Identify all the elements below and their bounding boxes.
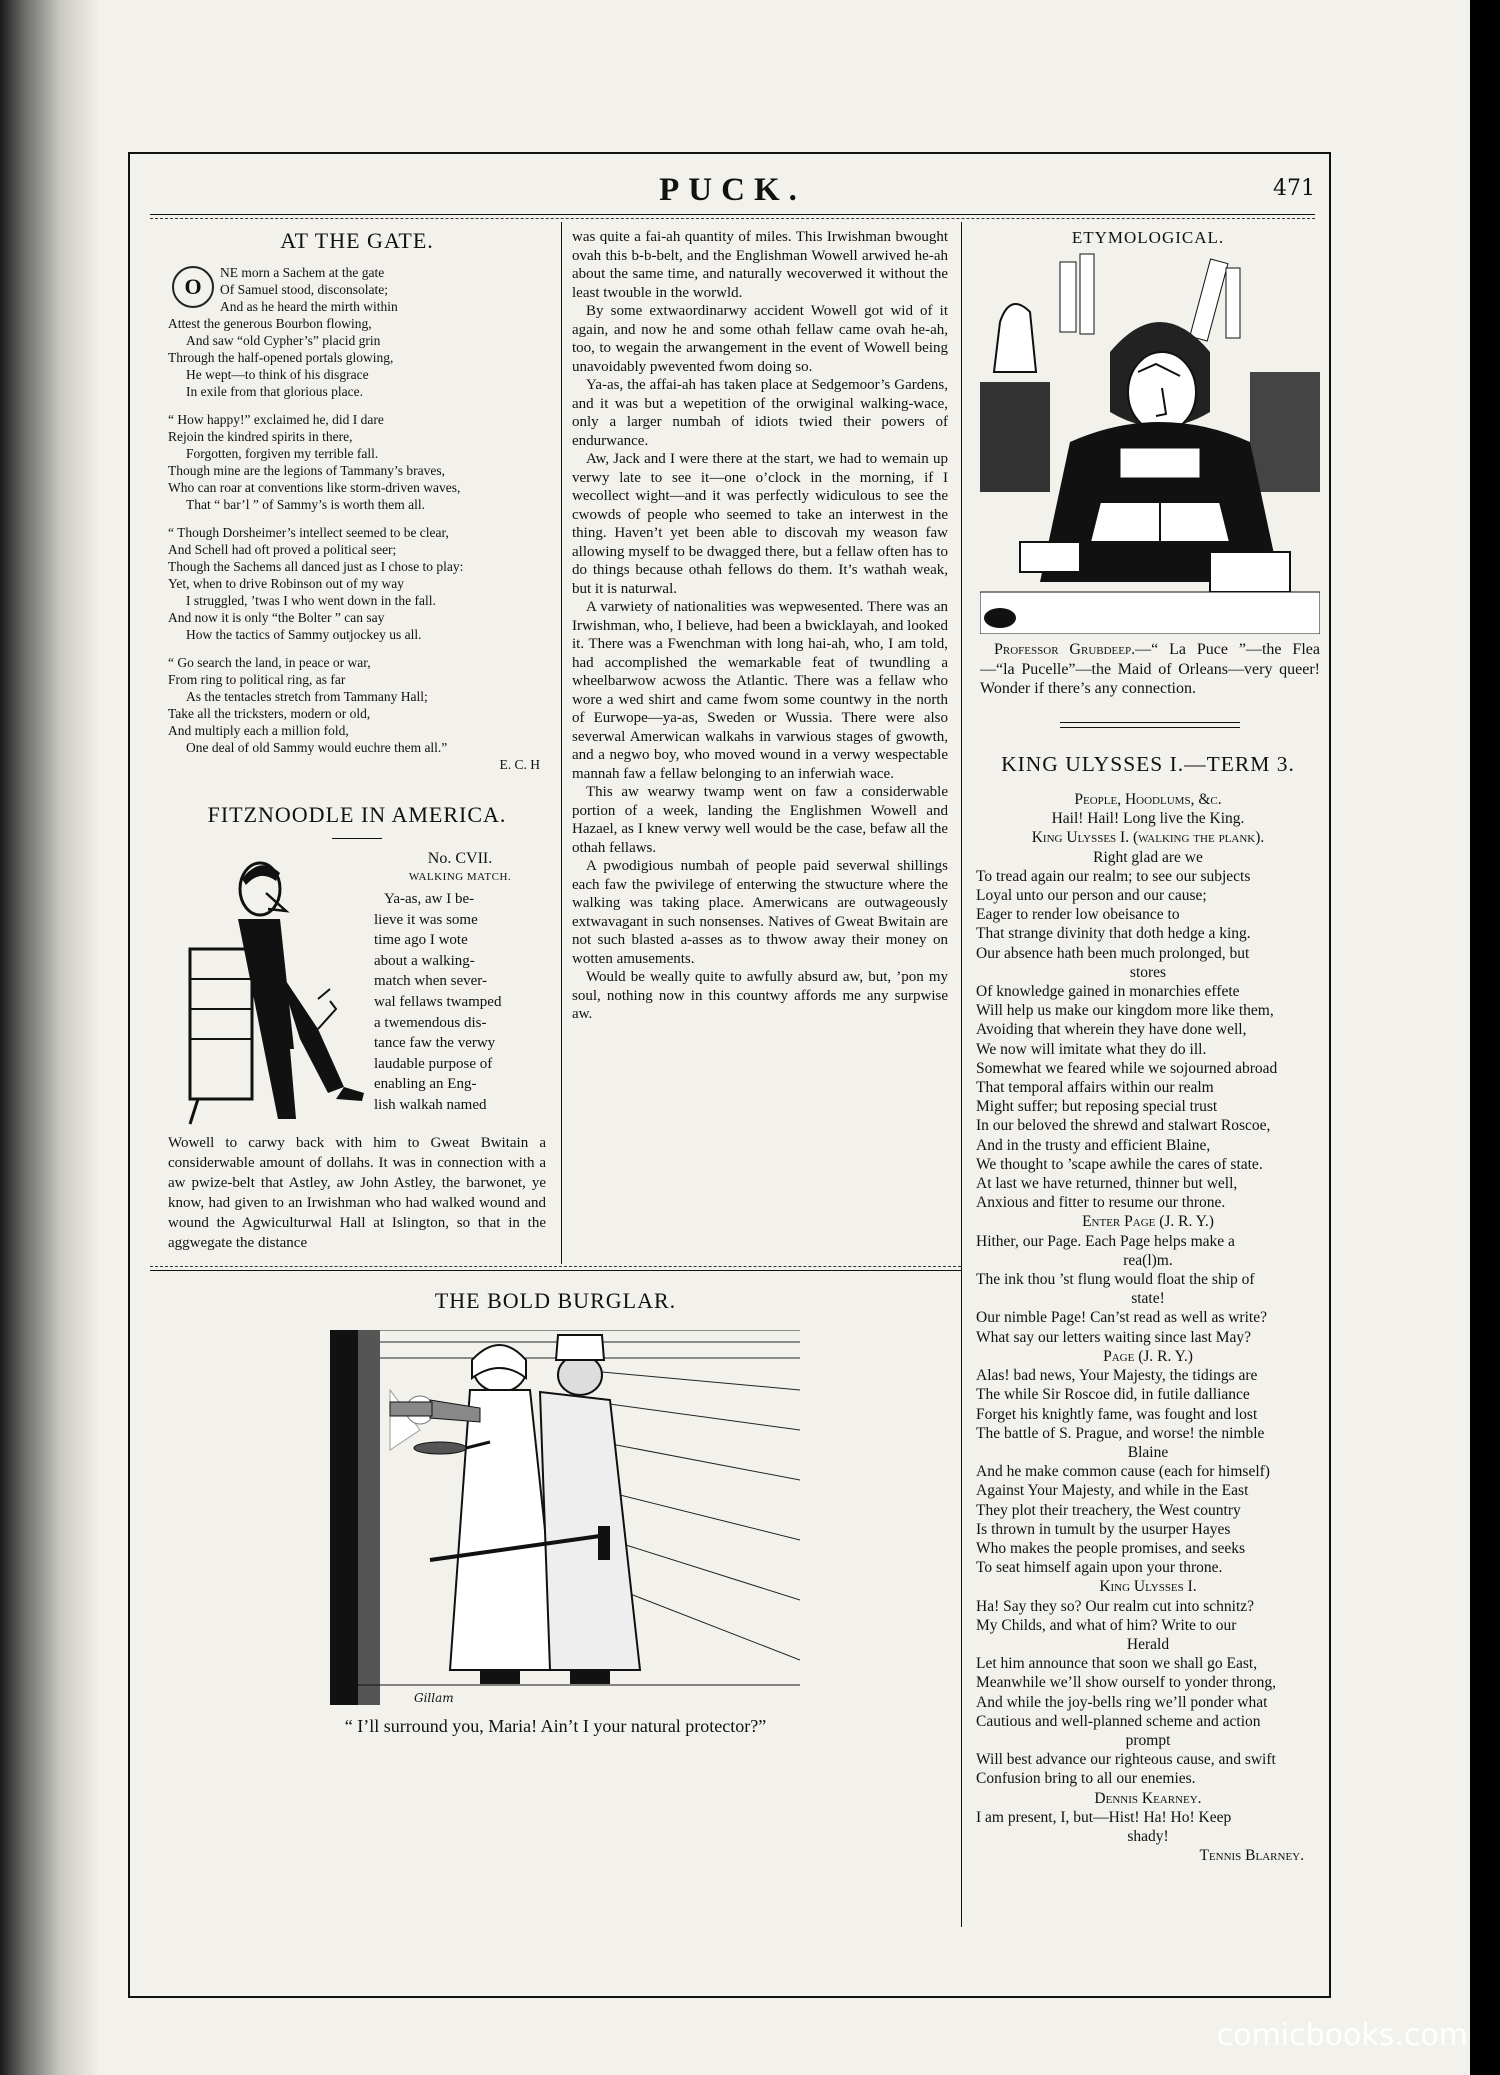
verse-line: state!: [1131, 1290, 1165, 1308]
fitznoodle-continued: [572, 228, 948, 1024]
poem-line: As the tentacles stretch from Tammany Hall;: [186, 689, 428, 704]
text-line: Ya-as, aw I be-: [384, 891, 475, 907]
page-number: 471: [1273, 176, 1315, 201]
poem-line: And saw “old Cypher’s” placid grin: [186, 333, 381, 348]
verse-line: And in the trusty and efficient Blaine,: [976, 1136, 1211, 1154]
paragraph: Aw, Jack and I were there at the start, we had to wemain up verwy late to see it—one o’clock in the morning, if I wecollect wight—and it was perfectly widiculous to see the cwowds of people who seemed to take an interwest in the thing. Haven’t yet been able to discovah my weason faw allowing myself to be dwagged there, but a fellaw often has to do things because othah fellows do them. It’s wathah weak, but it is naturwal.: [572, 451, 948, 597]
poem-line: One deal of old Sammy would euchre them all.”: [186, 740, 448, 755]
verse-line: The ink thou ’st flung would float the ship of: [976, 1271, 1255, 1289]
article-number: No. CVII.: [427, 850, 493, 867]
verse-line: Blaine: [1127, 1443, 1169, 1461]
king-ulysses-verse: [976, 790, 1320, 1865]
verse-line: Of knowledge gained in monarchies effete: [976, 983, 1240, 1001]
bold-burglar-illustration: [330, 1330, 800, 1705]
king-ulysses-heading: KING ULYSSES I.—TERM 3.: [1001, 752, 1295, 776]
poem-line: From ring to political ring, as far: [168, 672, 346, 687]
verse-line: That strange divinity that doth hedge a king.: [976, 925, 1251, 943]
heading-separator: [332, 838, 382, 839]
text-line: time ago I wote: [374, 932, 468, 949]
verse-line: Ha! Say they so? Our realm cut into schnitz?: [976, 1597, 1255, 1615]
verse-line: Confusion bring to all our enemies.: [976, 1770, 1196, 1788]
verse-line: shady!: [1127, 1827, 1169, 1845]
verse-line: rea(l)m.: [1123, 1251, 1173, 1269]
verse-line: Eager to render low obeisance to: [976, 906, 1180, 924]
watermark: comicbooks.com: [1216, 2018, 1468, 2053]
paragraph: Ya-as, the affai-ah has taken place at Sedgemoor’s Gardens, and it was but a wepetition of the orwiginal walking-wace, only a larger numbah of idiots twied their powers of endurwance.: [572, 377, 948, 449]
at-the-gate-heading: AT THE GATE.: [280, 228, 434, 253]
caption-name: Professor Grubdeep.: [994, 641, 1136, 658]
text-line: a twemendous dis-: [374, 1014, 487, 1031]
text-line: lieve it was some: [374, 911, 478, 928]
masthead-rule-dashed: [150, 218, 1315, 219]
verse-line: In our beloved the shrewd and stalwart Roscoe,: [976, 1117, 1271, 1135]
verse-line: Enter Page (J. R. Y.): [1082, 1213, 1214, 1231]
paragraph: A pwodigious numbah of people paid severwal shillings each faw the pwivilege of enterwing the stwucture where the walking was taking place. Amerwicans are outwageously extwavagant in such nonsenses. Natives of Gweat Bwitain are not such blasted a-asses as to thwow away their money on wotten amusements.: [572, 858, 948, 967]
bold-burglar-caption: “ I’ll surround you, Maria! Ain’t I your natural protector?”: [344, 1716, 767, 1736]
poem-line: He wept—to think of his disgrace: [186, 367, 369, 382]
poem-line: I struggled, ’twas I who went down in the fall.: [186, 593, 436, 608]
poem-line: Attest the generous Bourbon flowing,: [168, 316, 372, 331]
verse-line: To tread again our realm; to see our subjects: [976, 867, 1251, 885]
poem-line: How the tactics of Sammy outjockey us all.: [186, 627, 422, 642]
verse-line: That temporal affairs within our realm: [976, 1079, 1214, 1097]
verse-line: Who makes the people promises, and seeks: [976, 1539, 1246, 1557]
verse-line: Hither, our Page. Each Page helps make a: [976, 1232, 1235, 1250]
etymological-illustration: [980, 252, 1320, 634]
verse-line: Tennis Blarney.: [1199, 1847, 1304, 1865]
poem-line: Though the Sachems all danced just as I chose to play:: [168, 559, 464, 574]
article-body: Wowell to carwy back with him to Gweat Bwitain a considerwable amount of dollahs. It was in connection with a aw pwize-belt that Astley, aw John Astley, the barwonet, ye know, had given to an Irwishman who had walked wound and wound the Agwiculturwal Hall at Islington, so that in the aggwegate the distance: [168, 1135, 546, 1251]
text-line: lish walkah named: [374, 1096, 487, 1113]
verse-line: People, Hoodlums, &c.: [1074, 791, 1222, 808]
publication-title: PUCK.: [659, 172, 806, 208]
text-line: tance faw the verwy: [374, 1035, 496, 1052]
etymological-heading: ETYMOLOGICAL.: [1071, 228, 1225, 247]
caption-text: —“ La Puce ”—the Flea—“la Pucelle”—the Maid of Orleans—very queer! Wonder if there’s any connection.: [980, 641, 1320, 697]
verse-line: What say our letters waiting since last May?: [976, 1328, 1252, 1346]
poem-line: Rejoin the kindred spirits in there,: [168, 429, 353, 444]
section-rule: [150, 1270, 961, 1271]
verse-line: King Ulysses I. (walking the plank).: [1031, 829, 1265, 847]
text-line: wal fellaws twamped: [374, 993, 502, 1010]
verse-line: Anxious and fitter to resume our throne.: [976, 1194, 1226, 1212]
verse-line: At last we have returned, thinner but well,: [976, 1175, 1238, 1193]
binding-gutter: [0, 0, 100, 2075]
verse-line: Loyal unto our person and our cause;: [976, 887, 1207, 905]
verse-line: Our nimble Page! Can’st read as well as write?: [976, 1309, 1267, 1327]
verse-line: Herald: [1126, 1635, 1170, 1653]
article-subhead: WALKING MATCH.: [408, 871, 512, 883]
poem-line: And multiply each a million fold,: [168, 723, 349, 738]
masthead: [150, 170, 1315, 210]
verse-line: Alas! bad news, Your Majesty, the tidings are: [976, 1367, 1258, 1385]
verse-line: And while the joy-bells ring we’ll ponder what: [976, 1693, 1268, 1711]
poem-line: Forgotten, forgiven my terrible fall.: [186, 446, 379, 461]
bold-burglar-heading: THE BOLD BURGLAR.: [434, 1288, 677, 1313]
poem-line: “ How happy!” exclaimed he, did I dare: [168, 412, 384, 427]
poem-line: Who can roar at conventions like storm-driven waves,: [168, 480, 461, 495]
text-line: about a walking-: [374, 952, 475, 969]
verse-line: Meanwhile we’ll show ourself to yonder throng,: [976, 1674, 1277, 1692]
etymological-caption: [980, 640, 1320, 699]
verse-line: They plot their treachery, the West country: [976, 1501, 1241, 1519]
section-rule: [150, 1266, 961, 1267]
fitznoodle-article: [168, 802, 546, 1253]
poem-line: And now it is only “the Bolter ” can say: [168, 610, 385, 625]
column-rule-left: [561, 222, 562, 1264]
verse-line: We now will imitate what they do ill.: [976, 1040, 1207, 1058]
verse-line: Forget his knightly fame, was fought and lost: [976, 1405, 1258, 1423]
poem-line: And Schell had oft proved a political seer;: [168, 542, 397, 557]
fitznoodle-illustration: [168, 849, 368, 1131]
verse-line: We thought to ’scape awhile the cares of state.: [976, 1155, 1263, 1173]
verse-line: King Ulysses I.: [1099, 1578, 1197, 1596]
verse-line: And he make common cause (each for himself): [976, 1463, 1270, 1481]
etymological-section: [976, 228, 1320, 248]
section-rule: [1060, 727, 1240, 728]
verse-line: To seat himself again upon your throne.: [976, 1559, 1223, 1577]
verse-line: stores: [1129, 963, 1167, 981]
text-line: match when sever-: [374, 973, 487, 990]
verse-line: Avoiding that wherein they have done well,: [976, 1021, 1247, 1039]
verse-line: The while Sir Roscoe did, in futile dalliance: [976, 1386, 1250, 1404]
at-the-gate-article: [168, 228, 546, 773]
poem-signature: E. C. H: [499, 757, 540, 772]
paragraph: This aw wearwy twamp went on faw a considerwable portion of a week, landing the Englishmen Wowell and Hazael, as I knew verwy well would be the case, befaw all the othah fellaws.: [572, 784, 948, 856]
verse-line: Hail! Hail! Long live the King.: [1051, 810, 1245, 828]
poem-line: Take all the tricksters, modern or old,: [168, 706, 371, 721]
bold-burglar-section: [150, 1288, 961, 1314]
text-line: laudable purpose of: [374, 1055, 493, 1072]
king-ulysses-article: [976, 752, 1320, 1865]
poem-line: Of Samuel stood, disconsolate;: [220, 282, 388, 297]
poem-line: “ Go search the land, in peace or war,: [168, 655, 371, 670]
verse-line: Let him announce that soon we shall go East,: [976, 1655, 1258, 1673]
verse-line: Is thrown in tumult by the usurper Hayes: [976, 1520, 1231, 1538]
verse-line: The battle of S. Prague, and worse! the nimble: [976, 1424, 1265, 1442]
verse-line: Right glad are we: [1093, 848, 1203, 866]
verse-line: I am present, I, but—Hist! Ha! Ho! Keep: [976, 1808, 1232, 1826]
verse-line: Page (J. R. Y.): [1103, 1347, 1193, 1365]
verse-line: Dennis Kearney.: [1094, 1789, 1202, 1807]
ornamental-dropcap: O: [172, 266, 214, 308]
verse-line: Will help us make our kingdom more like them,: [976, 1002, 1274, 1020]
fitznoodle-heading: FITZNOODLE IN AMERICA.: [207, 802, 507, 827]
verse-line: My Childs, and what of him? Write to our: [976, 1616, 1237, 1634]
paragraph: was quite a fai-ah quantity of miles. This Irwishman bwought ovah this b-b-belt, and the Englishman Wowell arwived he-ah about the same time, and naturally wecoverwed it without the least twouble in the worwld.: [572, 229, 948, 301]
poem-line: In exile from that glorious place.: [186, 384, 363, 399]
column-rule-right: [961, 222, 962, 1927]
poem-line: And as he heard the mirth within: [220, 299, 398, 314]
verse-line: Against Your Majesty, and while in the East: [976, 1482, 1249, 1500]
verse-line: prompt: [1125, 1731, 1171, 1749]
poem-line: “ Though Dorsheimer’s intellect seemed to be clear,: [168, 525, 449, 540]
verse-line: Our absence hath been much prolonged, but: [976, 944, 1250, 962]
poem-line: Yet, when to drive Robinson out of my way: [168, 576, 404, 591]
poem-line: Through the half-opened portals glowing,: [168, 350, 394, 365]
paragraph: Would be weally quite to awfully absurd aw, but, ’pon my soul, nothing now in this countwy affords me any surpwise aw.: [572, 969, 948, 1022]
paragraph: By some extwaordinarwy accident Wowell got wid of it again, and now he and some othah fellaw came ovah he-ah, too, to wegain the arwangement in the event of Wowell being unavoidably pwevented fwom doing so.: [572, 303, 948, 375]
verse-line: Cautious and well-planned scheme and action: [976, 1712, 1261, 1730]
poem-line: Though mine are the legions of Tammany’s braves,: [168, 463, 445, 478]
section-rule: [1060, 722, 1240, 723]
text-line: enabling an Eng-: [374, 1076, 477, 1093]
poem-line: That “ bar’l ” of Sammy’s is worth them all.: [186, 497, 425, 512]
verse-line: Will best advance our righteous cause, and swift: [976, 1751, 1276, 1769]
verse-line: Might suffer; but reposing special trust: [976, 1098, 1218, 1116]
poem-line: NE morn a Sachem at the gate: [220, 265, 385, 280]
paragraph: A varwiety of nationalities was wepwesented. There was an Irwishman, who, I believe, had been a bwicklayah, and looked it. There was a Fwenchman with long hai-ah, who, I am told, had accomplished the wemarkable feat of twundling a wheelbarwow acwoss the Atlantic. There was a fellaw who wore a wed shirt and came fwom some countwy in the north of Eurwope—ya-as, Sweden or Wussia. There were also severwal Amerwican walkahs in varwious stages of gwowth, and a negwo boy, who moved wound in a verwy wespectable mannah faw a fellaw belonging to an inferwiah wace.: [572, 599, 948, 782]
verse-line: Somewhat we feared while we sojourned abroad: [976, 1059, 1278, 1077]
artist-signature: Gillam: [414, 1691, 454, 1705]
masthead-rule: [150, 214, 1315, 215]
